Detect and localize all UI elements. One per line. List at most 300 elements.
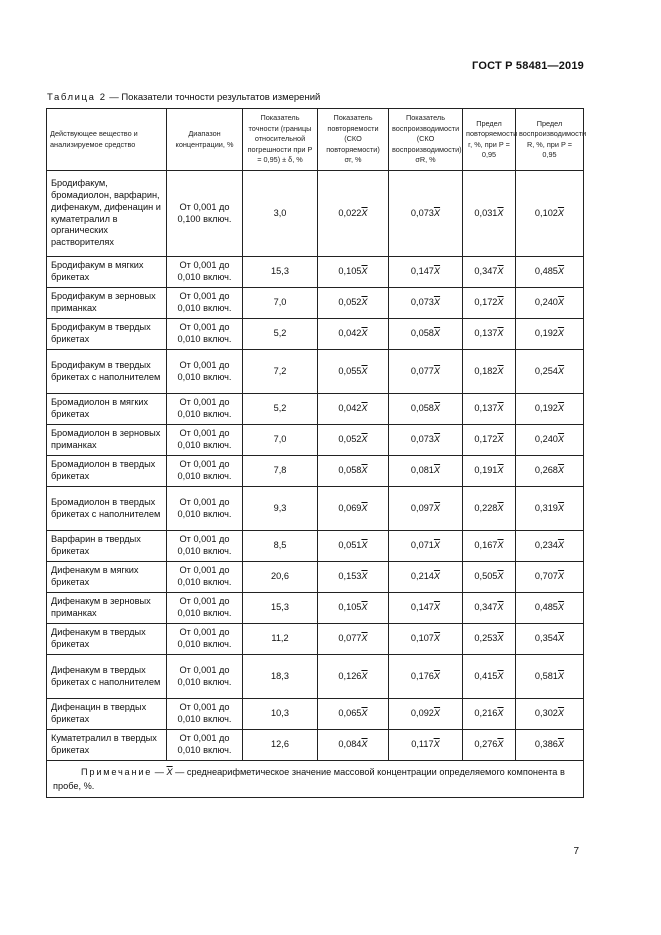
sr-cell [318, 562, 389, 593]
r-cell-value: 0,228 [474, 502, 498, 513]
r-cell-value: 0,191 [474, 465, 498, 476]
r-cell [463, 593, 516, 624]
sR-cell-value: 0,058 [410, 328, 434, 339]
table-header-row [47, 109, 584, 171]
table-caption-label: Таблица 2 [47, 92, 107, 103]
x-mean-symbol: $\overline{X}$ [361, 502, 368, 513]
range-cell [167, 394, 243, 425]
note-text: — среднеарифметическое значение массовой концентрации определяемого компонента в пробе, %. [53, 767, 565, 791]
x-mean-symbol: $\overline{X}$ [497, 297, 504, 308]
delta-cell-value: 18,3 [271, 670, 289, 681]
sR-cell [389, 350, 463, 394]
range-cell [167, 288, 243, 319]
R-cell-value: 0,386 [534, 739, 558, 750]
sR-cell-value: 0,077 [410, 365, 434, 376]
range-cell-value: От 0,001 до 0,010 включ. [177, 397, 232, 419]
x-mean-symbol: $\overline{X}$ [433, 708, 441, 719]
substance-cell-value: Бродифакум в твердых брикетах с наполнителем [51, 359, 161, 382]
substance-cell-value: Дифенакум в твердых брикетах [51, 627, 146, 649]
range-cell [167, 699, 243, 730]
delta-cell [243, 730, 318, 761]
table-note [47, 761, 584, 798]
delta-cell-value: 7,0 [273, 297, 287, 308]
substance-cell [47, 487, 167, 531]
delta-cell-value: 7,0 [273, 434, 287, 445]
r-cell-value: 0,216 [474, 708, 498, 719]
range-cell-value: От 0,001 до 0,010 включ. [177, 459, 232, 481]
range-cell-value: От 0,001 до 0,010 включ. [177, 733, 232, 755]
R-cell [516, 171, 584, 257]
R-cell [516, 531, 584, 562]
sr-cell-value: 0,051 [338, 540, 362, 551]
range-cell [167, 456, 243, 487]
col-header-range: Диапазон концентрации, % [167, 109, 243, 171]
r-cell [463, 288, 516, 319]
x-mean-symbol: $\overline{X}$ [557, 739, 565, 750]
table-row [47, 350, 584, 394]
substance-cell [47, 562, 167, 593]
sr-cell [318, 456, 389, 487]
range-cell-value: От 0,001 до 0,010 включ. [177, 565, 232, 587]
x-mean-symbol: $\overline{X}$ [497, 540, 504, 551]
substance-cell [47, 531, 167, 562]
delta-cell-value: 11,2 [271, 633, 289, 644]
substance-cell [47, 655, 167, 699]
table-row [47, 624, 584, 655]
x-mean-symbol: $\overline{X}$ [433, 502, 441, 513]
col-header-sr: Показатель повторяемости (СКО повторяемости) σr, % [318, 109, 389, 171]
sR-cell [389, 456, 463, 487]
substance-cell-value: Бродифакум в зерновых приманках [51, 291, 156, 313]
sr-cell [318, 257, 389, 288]
sr-cell-value: 0,022 [338, 207, 362, 218]
sR-cell [389, 699, 463, 730]
x-mean-symbol: $\overline{X}$ [433, 434, 441, 445]
r-cell-value: 0,253 [474, 633, 498, 644]
x-mean-symbol: $\overline{X}$ [361, 328, 368, 339]
sR-cell-value: 0,214 [410, 571, 434, 582]
x-mean-symbol: $\overline{X}$ [497, 670, 504, 681]
x-mean-symbol: $\overline{X}$ [361, 670, 368, 681]
r-cell-value: 0,415 [474, 670, 498, 681]
table-caption [47, 92, 320, 103]
range-cell [167, 487, 243, 531]
x-mean-symbol: $\overline{X}$ [557, 540, 565, 551]
x-mean-symbol: $\overline{X}$ [497, 465, 504, 476]
R-cell-value: 0,192 [534, 403, 558, 414]
x-mean-symbol: $\overline{X}$ [557, 403, 565, 414]
sR-cell [389, 487, 463, 531]
table-row [47, 319, 584, 350]
col-header-substance: Действующее вещество и анализируемое средство [47, 109, 167, 171]
delta-cell [243, 593, 318, 624]
range-cell-value: От 0,001 до 0,100 включ. [177, 201, 232, 224]
table-caption-text: — Показатели точности результатов измерений [106, 92, 321, 103]
sR-cell-value: 0,176 [410, 670, 434, 681]
table-row [47, 531, 584, 562]
substance-cell [47, 593, 167, 624]
delta-cell-value: 15,3 [271, 602, 289, 613]
substance-cell [47, 319, 167, 350]
delta-cell-value: 5,2 [273, 403, 287, 414]
table-row [47, 288, 584, 319]
x-mean-symbol: $\overline{X}$ [497, 708, 504, 719]
col-header-delta: Показатель точности (границы относительной погрешности при P = 0,95) ± δ, % [243, 109, 318, 171]
sR-cell [389, 624, 463, 655]
sr-cell-value: 0,065 [338, 708, 362, 719]
R-cell [516, 288, 584, 319]
sr-cell-value: 0,042 [338, 403, 362, 414]
R-cell [516, 593, 584, 624]
delta-cell [243, 487, 318, 531]
R-cell [516, 655, 584, 699]
R-cell [516, 319, 584, 350]
sR-cell [389, 593, 463, 624]
sr-cell-value: 0,084 [338, 739, 362, 750]
delta-cell [243, 624, 318, 655]
delta-cell-value: 15,3 [271, 266, 289, 277]
substance-cell [47, 257, 167, 288]
x-mean-symbol: $\overline{X}$ [433, 465, 441, 476]
x-mean-symbol: $\overline{X}$ [557, 502, 565, 513]
range-cell [167, 655, 243, 699]
table-row [47, 487, 584, 531]
x-mean-symbol: $\overline{X}$ [433, 602, 441, 613]
r-cell [463, 319, 516, 350]
sr-cell-value: 0,055 [338, 365, 362, 376]
substance-cell [47, 730, 167, 761]
x-mean-symbol: $\overline{X}$ [557, 670, 565, 681]
sr-cell [318, 699, 389, 730]
substance-cell [47, 350, 167, 394]
sr-cell-value: 0,153 [338, 571, 362, 582]
sr-cell-value: 0,105 [338, 602, 362, 613]
x-mean-symbol: $\overline{X}$ [557, 207, 565, 218]
x-mean-symbol: $\overline{X}$ [361, 434, 368, 445]
sr-cell [318, 425, 389, 456]
R-cell [516, 562, 584, 593]
sr-cell [318, 350, 389, 394]
delta-cell [243, 319, 318, 350]
sR-cell [389, 257, 463, 288]
table-row [47, 562, 584, 593]
r-cell [463, 624, 516, 655]
x-mean-symbol: $\overline{X}$ [361, 708, 368, 719]
sR-cell-value: 0,081 [410, 465, 434, 476]
r-cell-value: 0,137 [474, 328, 498, 339]
sr-cell [318, 531, 389, 562]
table-row [47, 425, 584, 456]
sR-cell-value: 0,092 [410, 708, 434, 719]
x-mean-symbol: $\overline{X}$ [433, 365, 441, 376]
x-mean-symbol: $\overline{X}$ [497, 328, 504, 339]
sr-cell [318, 394, 389, 425]
r-cell [463, 699, 516, 730]
range-cell [167, 425, 243, 456]
R-cell-value: 0,234 [534, 540, 558, 551]
note-label: Примечание [81, 767, 153, 777]
sR-cell-value: 0,073 [410, 297, 434, 308]
sR-cell [389, 562, 463, 593]
range-cell [167, 593, 243, 624]
sr-cell-value: 0,058 [338, 465, 362, 476]
range-cell [167, 730, 243, 761]
x-mean-symbol: $\overline{X}$ [497, 739, 504, 750]
x-mean-symbol: $\overline{X}$ [433, 633, 441, 644]
r-cell-value: 0,172 [474, 434, 498, 445]
x-mean-symbol: $\overline{X}$ [361, 403, 368, 414]
sr-cell [318, 288, 389, 319]
R-cell [516, 487, 584, 531]
substance-cell-value: Бромадиолон в твердых брикетах с наполнителем [51, 496, 161, 519]
sR-cell [389, 319, 463, 350]
substance-cell [47, 394, 167, 425]
range-cell-value: От 0,001 до 0,010 включ. [177, 428, 232, 450]
r-cell [463, 655, 516, 699]
range-cell-value: От 0,001 до 0,010 включ. [177, 627, 232, 649]
x-mean-symbol: $\overline{X}$ [433, 739, 440, 750]
R-cell [516, 699, 584, 730]
sr-cell [318, 171, 389, 257]
col-header-r: Предел повторяемости r, %, при P = 0,95 [463, 109, 516, 171]
table-row [47, 257, 584, 288]
R-cell-value: 0,192 [534, 328, 558, 339]
delta-cell [243, 425, 318, 456]
range-cell-value: От 0,001 до 0,010 включ. [177, 359, 232, 382]
sr-cell [318, 319, 389, 350]
substance-cell [47, 456, 167, 487]
range-cell-value: От 0,001 до 0,010 включ. [177, 596, 232, 618]
range-cell [167, 319, 243, 350]
r-cell-value: 0,347 [474, 266, 498, 277]
range-cell [167, 171, 243, 257]
sR-cell [389, 394, 463, 425]
x-mean-symbol: $\overline{X}$ [497, 403, 504, 414]
x-mean-symbol: $\overline{X}$ [557, 266, 565, 277]
sr-cell-value: 0,105 [338, 266, 362, 277]
precision-table [46, 108, 587, 798]
r-cell-value: 0,347 [474, 602, 498, 613]
R-cell [516, 257, 584, 288]
sR-cell [389, 730, 463, 761]
sR-cell [389, 655, 463, 699]
delta-cell [243, 699, 318, 730]
sr-cell [318, 487, 389, 531]
col-header-sR: Показатель воспроизводимости (СКО воспроизводимости) σR, % [389, 109, 463, 171]
R-cell-value: 0,268 [534, 465, 558, 476]
x-mean-symbol: $\overline{X}$ [361, 571, 368, 582]
substance-cell-value: Бродифакум, бромадиолон, варфарин, дифенакум, дифенацин и куматетралил в органических растворителях [51, 178, 161, 248]
R-cell-value: 0,319 [534, 502, 558, 513]
x-mean-symbol: $\overline{X}$ [361, 207, 368, 218]
x-mean-symbol: $\overline{X}$ [497, 266, 504, 277]
r-cell-value: 0,137 [474, 403, 498, 414]
sr-cell-value: 0,077 [338, 633, 362, 644]
delta-cell [243, 655, 318, 699]
delta-cell [243, 171, 318, 257]
substance-cell-value: Дифенацин в твердых брикетах [51, 702, 147, 724]
R-cell-value: 0,254 [534, 365, 558, 376]
r-cell [463, 562, 516, 593]
r-cell-value: 0,182 [474, 365, 498, 376]
x-mean-symbol: $\overline{X}$ [497, 434, 504, 445]
R-cell-value: 0,485 [534, 266, 558, 277]
x-mean-symbol: $\overline{X}$ [433, 328, 441, 339]
x-mean-symbol: $\overline{X}$ [557, 365, 565, 376]
substance-cell-value: Бромадиолон в твердых брикетах [51, 459, 156, 481]
range-cell [167, 257, 243, 288]
range-cell [167, 350, 243, 394]
R-cell-value: 0,240 [534, 434, 558, 445]
r-cell-value: 0,172 [474, 297, 498, 308]
x-mean-symbol: $\overline{X}$ [433, 403, 441, 414]
delta-cell [243, 562, 318, 593]
R-cell-value: 0,302 [534, 708, 558, 719]
sR-cell [389, 531, 463, 562]
R-cell-value: 0,354 [534, 633, 558, 644]
table-row [47, 593, 584, 624]
note-x-symbol: $\overline{X}$ [166, 767, 173, 777]
substance-cell-value: Дифенакум в мягких брикетах [51, 565, 139, 587]
sr-cell [318, 593, 389, 624]
sR-cell [389, 171, 463, 257]
table-row [47, 699, 584, 730]
sR-cell-value: 0,073 [410, 434, 434, 445]
substance-cell [47, 624, 167, 655]
r-cell [463, 730, 516, 761]
range-cell [167, 624, 243, 655]
x-mean-symbol: $\overline{X}$ [557, 328, 565, 339]
R-cell [516, 624, 584, 655]
col-header-R: Предел воспроизводимости R, %, при P = 0,95 [516, 109, 584, 171]
table-note-row [47, 761, 584, 798]
substance-cell-value: Дифенакум в твердых брикетах с наполнителем [51, 664, 161, 687]
R-cell-value: 0,485 [534, 602, 558, 613]
sr-cell-value: 0,126 [338, 670, 362, 681]
sR-cell-value: 0,147 [410, 602, 434, 613]
x-mean-symbol: $\overline{X}$ [361, 633, 368, 644]
R-cell [516, 394, 584, 425]
table-row [47, 730, 584, 761]
delta-cell [243, 257, 318, 288]
delta-cell-value: 12,6 [271, 739, 289, 750]
sR-cell-value: 0,097 [410, 502, 434, 513]
delta-cell-value: 20,6 [271, 571, 289, 582]
delta-cell-value: 7,8 [273, 465, 287, 476]
range-cell-value: От 0,001 до 0,010 включ. [177, 291, 232, 313]
x-mean-symbol: $\overline{X}$ [361, 540, 368, 551]
substance-cell-value: Бродифакум в твердых брикетах [51, 322, 151, 344]
sr-cell-value: 0,052 [338, 434, 362, 445]
table-row [47, 394, 584, 425]
delta-cell-value: 9,3 [273, 502, 287, 513]
x-mean-symbol: $\overline{X}$ [497, 365, 504, 376]
substance-cell-value: Бромадиолон в мягких брикетах [51, 397, 149, 419]
range-cell-value: От 0,001 до 0,010 включ. [177, 534, 232, 556]
r-cell [463, 425, 516, 456]
delta-cell-value: 3,0 [273, 207, 287, 218]
delta-cell-value: 8,5 [273, 540, 287, 551]
x-mean-symbol: $\overline{X}$ [361, 266, 368, 277]
page-number: 7 [573, 846, 579, 857]
r-cell-value: 0,505 [474, 571, 498, 582]
r-cell [463, 350, 516, 394]
r-cell [463, 487, 516, 531]
delta-cell-value: 10,3 [271, 708, 289, 719]
x-mean-symbol: $\overline{X}$ [497, 633, 504, 644]
sR-cell-value: 0,058 [410, 403, 434, 414]
substance-cell-value: Варфарин в твердых брикетах [51, 534, 141, 556]
R-cell-value: 0,240 [534, 297, 558, 308]
range-cell-value: От 0,001 до 0,010 включ. [177, 664, 232, 687]
r-cell [463, 394, 516, 425]
x-mean-symbol: $\overline{X}$ [557, 465, 565, 476]
sR-cell-value: 0,073 [410, 207, 434, 218]
delta-cell [243, 456, 318, 487]
delta-cell-value: 7,2 [273, 365, 287, 376]
delta-cell [243, 288, 318, 319]
delta-cell [243, 531, 318, 562]
table-row [47, 655, 584, 699]
delta-cell-value: 5,2 [273, 328, 287, 339]
sR-cell-value: 0,147 [410, 266, 434, 277]
note-dash: — [152, 767, 167, 777]
table-row [47, 456, 584, 487]
R-cell [516, 350, 584, 394]
r-cell [463, 456, 516, 487]
r-cell-value: 0,167 [474, 540, 498, 551]
range-cell-value: От 0,001 до 0,010 включ. [177, 496, 232, 519]
x-mean-symbol: $\overline{X}$ [497, 502, 504, 513]
x-mean-symbol: $\overline{X}$ [557, 602, 565, 613]
x-mean-symbol: $\overline{X}$ [497, 571, 504, 582]
x-mean-symbol: $\overline{X}$ [361, 602, 368, 613]
x-mean-symbol: $\overline{X}$ [361, 739, 368, 750]
substance-cell-value: Бромадиолон в зерновых приманках [51, 428, 161, 450]
sr-cell [318, 730, 389, 761]
sr-cell [318, 655, 389, 699]
substance-cell [47, 171, 167, 257]
range-cell-value: От 0,001 до 0,010 включ. [177, 260, 232, 282]
x-mean-symbol: $\overline{X}$ [433, 571, 441, 582]
x-mean-symbol: $\overline{X}$ [557, 571, 565, 582]
R-cell-value: 0,707 [534, 571, 558, 582]
x-mean-symbol: $\overline{X}$ [433, 207, 441, 218]
R-cell [516, 456, 584, 487]
x-mean-symbol: $\overline{X}$ [433, 670, 441, 681]
x-mean-symbol: $\overline{X}$ [361, 297, 368, 308]
r-cell [463, 531, 516, 562]
R-cell-value: 0,102 [534, 207, 558, 218]
substance-cell [47, 699, 167, 730]
sr-cell-value: 0,069 [338, 502, 362, 513]
substance-cell [47, 425, 167, 456]
range-cell-value: От 0,001 до 0,010 включ. [177, 702, 232, 724]
x-mean-symbol: $\overline{X}$ [361, 465, 368, 476]
R-cell [516, 425, 584, 456]
delta-cell [243, 350, 318, 394]
range-cell [167, 531, 243, 562]
x-mean-symbol: $\overline{X}$ [433, 540, 441, 551]
sR-cell-value: 0,107 [410, 633, 434, 644]
x-mean-symbol: $\overline{X}$ [557, 434, 565, 445]
x-mean-symbol: $\overline{X}$ [557, 633, 565, 644]
r-cell [463, 257, 516, 288]
R-cell [516, 730, 584, 761]
range-cell-value: От 0,001 до 0,010 включ. [177, 322, 232, 344]
table-row [47, 171, 584, 257]
sR-cell-value: 0,117 [411, 739, 434, 750]
